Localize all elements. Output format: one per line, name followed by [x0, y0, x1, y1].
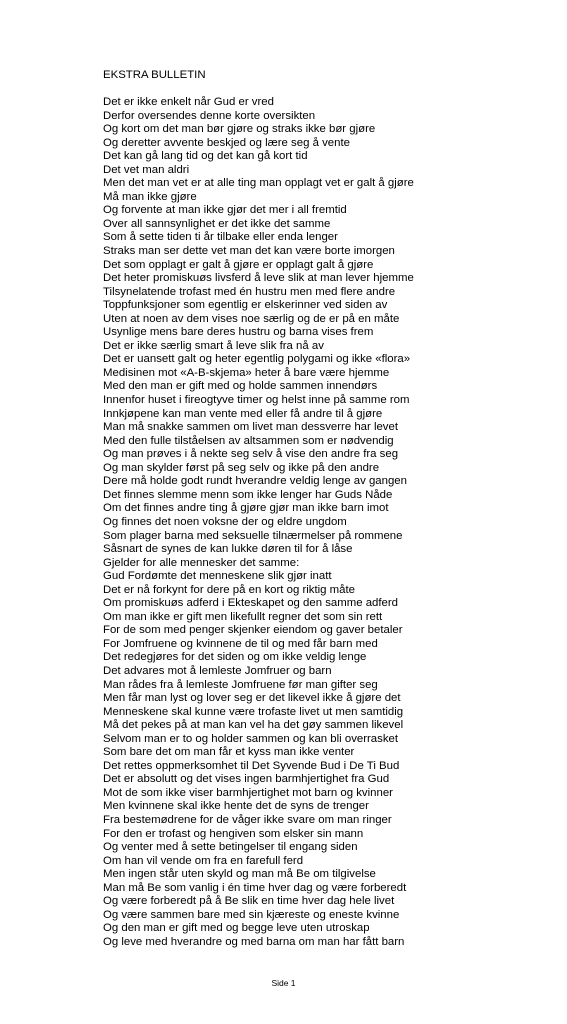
text-line: Og deretter avvente beskjed og lære seg å vente: [103, 136, 350, 149]
text-line: Over all sannsynlighet er det ikke det samme: [103, 217, 331, 230]
text-line: Såsnart de synes de kan lukke døren til for å låse: [103, 543, 353, 556]
text-line: Innenfor huset i fireogtyve timer og helst inne på samme rom: [103, 394, 410, 407]
text-line: Man rådes fra å lemleste Jomfruene før man gifter seg: [103, 678, 378, 691]
text-line: Men det man vet er at alle ting man opplagt vet er galt å gjøre: [103, 177, 414, 190]
text-line: Mot de som ikke viser barmhjertighet mot barn og kvinner: [103, 786, 393, 799]
text-line: Om man ikke er gift men likefullt regner det som sin rett: [103, 610, 383, 623]
text-line: Og være sammen bare med sin kjæreste og eneste kvinne: [103, 908, 400, 921]
text-line: Om promiskuøs adferd i Ekteskapet og den samme adferd: [103, 597, 399, 610]
text-line: Det er ikke enkelt når Gud er vred: [103, 96, 274, 108]
text-line: Og leve med hverandre og med barna om man har fått barn: [103, 935, 405, 948]
text-line: Tilsynelatende trofast med én hustru men med flere andre: [103, 285, 396, 298]
text-line: Menneskene skal kunne være trofaste livet ut men samtidig: [103, 705, 404, 718]
text-line: Om det finnes andre ting å gjøre gjør man ikke barn imot: [103, 502, 389, 515]
text-line: Usynlige mens bare deres hustru og barna vises frem: [103, 326, 374, 339]
text-line: Gud Fordømte det menneskene slik gjør inatt: [103, 570, 332, 583]
text-line: Fra bestemødrene for de våger ikke svare om man ringer: [103, 813, 392, 826]
text-line: Det er absolutt og det vises ingen barmhjertighet fra Gud: [103, 773, 390, 786]
text-line: Og venter med å sette betingelser til engang siden: [103, 841, 358, 854]
text-line: Dere må holde godt rundt hverandre veldig lenge av gangen: [103, 475, 407, 488]
text-line: Det er uansett galt og heter egentlig polygami og ikke «flora»: [103, 353, 411, 366]
text-line: Det rettes oppmerksomhet til Det Syvende Bud i De Ti Bud: [103, 759, 400, 772]
text-line: Selvom man er to og holder sammen og kan bli overrasket: [103, 732, 399, 745]
text-line: Det heter promiskuøs livsferd å leve slik at man lever hjemme: [103, 272, 414, 285]
text-line: Det som opplagt er galt å gjøre er opplagt galt å gjøre: [103, 258, 374, 271]
text-line: Må det pekes på at man kan vel ha det gøy sammen likevel: [103, 719, 404, 732]
text-line: Det advares mot å lemleste Jomfruer og barn: [103, 664, 332, 677]
text-line: Derfor oversendes denne korte oversikten: [103, 109, 316, 122]
text-line: Og finnes det noen voksne der og eldre ungdom: [103, 515, 347, 528]
text-line: Som å sette tiden ti år tilbake eller enda lenger: [103, 231, 338, 244]
text-line: Gjelder for alle mennesker det samme:: [103, 556, 300, 569]
text-line: Innkjøpene kan man vente med eller få andre til å gjøre: [103, 407, 383, 420]
document-title: EKSTRA BULLETIN: [103, 69, 206, 81]
text-line: Og forvente at man ikke gjør det mer i all fremtid: [103, 204, 347, 217]
text-line: For de som med penger skjenker eiendom og gaver betaler: [103, 624, 403, 637]
text-line: For Jomfruene og kvinnene de til og med får barn med: [103, 637, 378, 650]
text-line: Det redegjøres for det siden og om ikke veldig lenge: [103, 651, 367, 664]
text-line: Det kan gå lang tid og det kan gå kort tid: [103, 150, 308, 163]
text-line: Det finnes slemme menn som ikke lenger har Guds Nåde: [103, 488, 393, 501]
text-line: Om han vil vende om fra en farefull ferd: [103, 854, 304, 867]
text-line: Uten at noen av dem vises noe særlig og de er på en måte: [103, 312, 400, 325]
text-line: Med den man er gift med og holde sammen innendørs: [103, 380, 378, 393]
document-body: [103, 96, 533, 949]
text-line: Men kvinnene skal ikke hente det de syns de trenger: [103, 800, 369, 813]
text-line: Som bare det om man får et kyss man ikke venter: [103, 746, 355, 759]
text-line: Straks man ser dette vet man det kan være borte imorgen: [103, 245, 395, 258]
text-line: Og man prøves i å nekte seg selv å vise den andre fra seg: [103, 448, 399, 461]
text-line: For den er trofast og hengiven som elsker sin mann: [103, 827, 364, 840]
page-number: Side 1: [271, 978, 296, 988]
text-line: Og man skylder først på seg selv og ikke på den andre: [103, 461, 380, 474]
text-line: Med den fulle tilståelsen av altsammen som er nødvendig: [103, 434, 394, 447]
text-line: Og den man er gift med og begge leve uten utroskap: [103, 922, 370, 935]
text-line: Det vet man aldri: [103, 163, 190, 176]
text-line: Og kort om det man bør gjøre og straks ikke bør gjøre: [103, 123, 376, 136]
text-line: Men får man lyst og lover seg er det likevel ikke å gjøre det: [103, 692, 401, 705]
text-line: Det er nå forkynt for dere på en kort og riktig måte: [103, 583, 355, 596]
text-line: Det er ikke særlig smart å leve slik fra nå av: [103, 339, 324, 352]
text-line: Og være forberedt på å Be slik en time hver dag hele livet: [103, 895, 395, 908]
text-line: Må man ikke gjøre: [103, 190, 197, 203]
text-line: Toppfunksjoner som egentlig er elskerinner ved siden av: [103, 299, 388, 312]
text-line: Man må snakke sammen om livet man dessverre har levet: [103, 421, 399, 434]
text-line: Men ingen står uten skyld og man må Be om tilgivelse: [103, 868, 376, 881]
text-line: Medisinen mot «A-B-skjema» heter å bare være hjemme: [103, 366, 390, 379]
text-line: Man må Be som vanlig i én time hver dag og være forberedt: [103, 881, 407, 894]
text-line: Som plager barna med seksuelle tilnærmelser på rommene: [103, 529, 403, 542]
